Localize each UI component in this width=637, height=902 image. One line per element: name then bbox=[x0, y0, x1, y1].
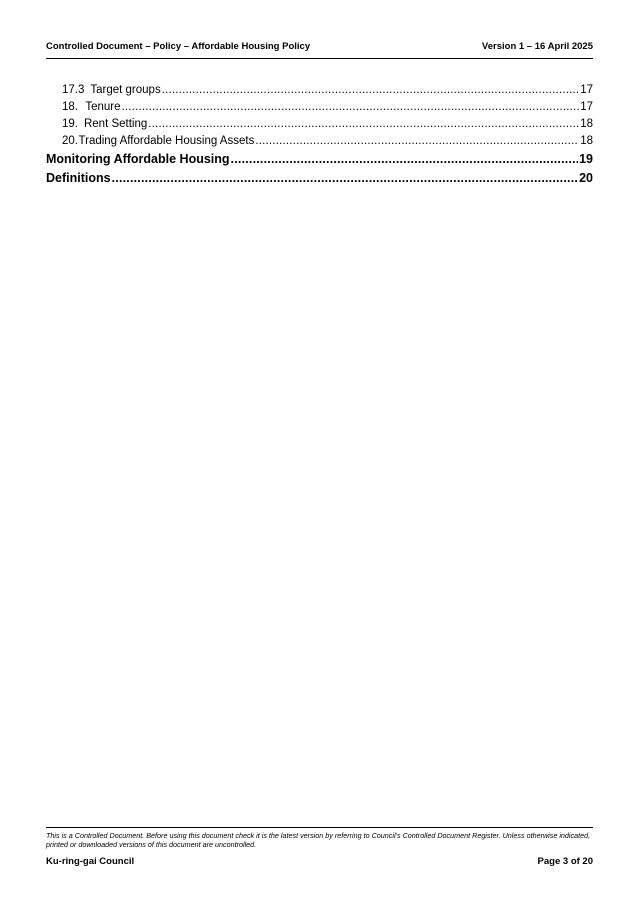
toc-entry-page: 18 bbox=[580, 118, 593, 130]
table-of-contents bbox=[46, 82, 593, 188]
toc-entry-18[interactable] bbox=[46, 99, 593, 116]
toc-leader-dots bbox=[255, 133, 579, 150]
toc-entry-page: 17 bbox=[580, 84, 593, 96]
toc-entry-19[interactable] bbox=[46, 116, 593, 133]
toc-entry-title: Rent Setting bbox=[83, 118, 148, 130]
document-version: Version 1 – 16 April 2025 bbox=[481, 41, 593, 52]
page-number: Page 3 of 20 bbox=[537, 856, 593, 867]
toc-entry-title: Definitions bbox=[46, 171, 111, 185]
toc-entry-number: 18. bbox=[62, 101, 78, 113]
toc-entry-monitoring-affordable-housing[interactable] bbox=[46, 150, 593, 169]
toc-entry-page: 19 bbox=[579, 152, 593, 166]
toc-entry-17-3[interactable] bbox=[46, 82, 593, 99]
toc-entry-title: Trading Affordable Housing Assets bbox=[78, 135, 255, 147]
toc-leader-dots bbox=[231, 150, 579, 169]
toc-entry-definitions[interactable] bbox=[46, 169, 593, 188]
document-title: Controlled Document – Policy – Affordable Housing Policy bbox=[46, 41, 311, 52]
organisation-name: Ku-ring-gai Council bbox=[46, 856, 135, 867]
toc-entry-20[interactable] bbox=[46, 133, 593, 150]
toc-leader-dots bbox=[162, 82, 580, 99]
toc-leader-dots bbox=[112, 169, 579, 188]
toc-entry-title: Monitoring Affordable Housing bbox=[46, 152, 230, 166]
toc-leader-dots bbox=[148, 116, 579, 133]
toc-entry-number: 20. bbox=[62, 135, 78, 147]
toc-entry-page: 18 bbox=[580, 135, 593, 147]
toc-entry-number: 19. bbox=[62, 118, 78, 130]
toc-entry-number: 17.3 bbox=[62, 84, 85, 96]
toc-entry-title: Target groups bbox=[90, 84, 161, 96]
page-header bbox=[46, 40, 593, 59]
toc-entry-title: Tenure bbox=[85, 101, 121, 113]
toc-entry-page: 17 bbox=[580, 101, 593, 113]
controlled-document-notice: This is a Controlled Document. Before using this document check it is the latest version by referring to Council’s Controlled Document Register. Unless otherwise indicated, printed or downloaded versions of this document are uncontrolled. bbox=[46, 827, 593, 849]
toc-entry-page: 20 bbox=[579, 171, 593, 185]
toc-leader-dots bbox=[122, 99, 580, 116]
